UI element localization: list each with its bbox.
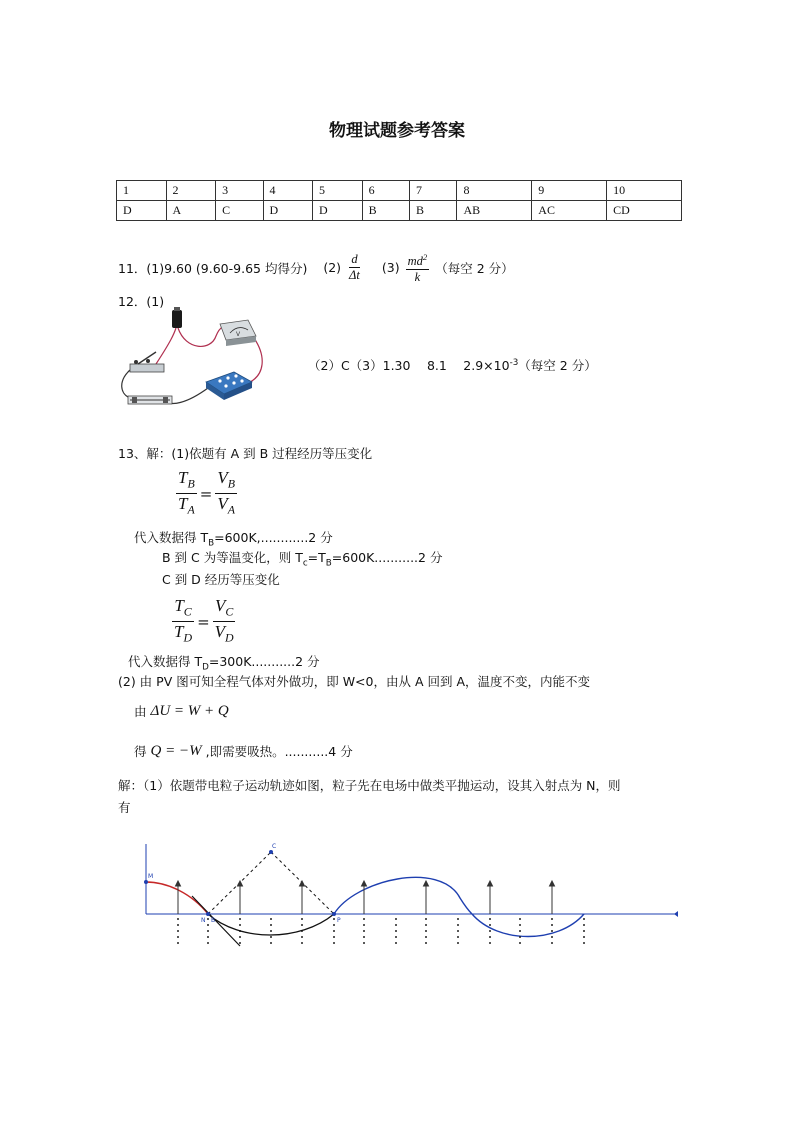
answer-letter-cell: A xyxy=(166,201,216,221)
q13-eq1-left-num xyxy=(176,468,197,494)
q13-part-2: (2) 由 PV 图可知全程气体对外做功，即 W<0，由从 A 回到 A，温度不变，内能不变 xyxy=(118,674,590,689)
q13-line2-sub1: c xyxy=(302,558,308,569)
q11-frac2-denominator: Δt xyxy=(349,268,360,283)
switch-icon xyxy=(130,352,164,372)
answer-number-row xyxy=(117,181,682,201)
q11-frac2-numerator: d xyxy=(351,252,358,267)
wire xyxy=(122,370,130,398)
q12-answer-suffix: （每空 2 分） xyxy=(518,358,597,373)
q12-answer-text: （2）C（3）1.30 8.1 2.9×10 xyxy=(308,358,510,373)
q11-fraction-2 xyxy=(347,252,362,283)
label-b: B xyxy=(211,917,216,924)
q13-line1-sub: B xyxy=(208,538,215,549)
answer-number-cell: 3 xyxy=(216,181,263,201)
answer-number-cell: 7 xyxy=(410,181,457,201)
field-lines xyxy=(176,881,555,914)
point-n xyxy=(206,912,210,916)
q13-eq1-bl-sub: A xyxy=(187,502,195,517)
answer-letter-cell: C xyxy=(216,201,263,221)
q13-line1-b: =600K,............2 分 xyxy=(214,530,333,545)
answer-number-cell: 2 xyxy=(166,181,216,201)
q13-eq1-tr-sub: B xyxy=(227,476,235,491)
q13-result-suffix: ,即需要吸热。...........4 分 xyxy=(205,744,353,759)
q13-eq2-left-num xyxy=(172,596,193,622)
q12-label: 12．(1) xyxy=(118,294,165,309)
blue-arc-lower xyxy=(472,914,584,937)
q13-eq2-right xyxy=(213,596,236,648)
blue-arc-upper xyxy=(334,877,472,914)
q13-eq2-bl-sub: D xyxy=(183,630,193,645)
answer-letter-row xyxy=(117,201,682,221)
q13-eq2-bl: T xyxy=(174,622,184,642)
trajectory-diagram xyxy=(140,838,680,950)
voltmeter-icon xyxy=(220,320,256,346)
q11-frac3-num-exp: 2 xyxy=(422,252,428,262)
answer-number-cell: 4 xyxy=(263,181,313,201)
equals-sign: = xyxy=(197,612,210,631)
answer-letter-cell: AB xyxy=(457,201,532,221)
q13-line2-b: =600K...........2 分 xyxy=(331,550,443,565)
q13-eq2-br: V xyxy=(214,622,226,642)
q11-frac3-num-text: md xyxy=(407,254,423,269)
q13-eq1-br-sub: A xyxy=(227,502,235,517)
q13-eq1-tr: V xyxy=(217,468,228,487)
q13-eq1-br: V xyxy=(217,494,228,514)
answer-number-cell: 8 xyxy=(457,181,532,201)
answer-table xyxy=(116,180,682,221)
resistance-box-icon xyxy=(206,372,252,400)
answer-letter-cell: D xyxy=(313,201,363,221)
answer-letter-cell: AC xyxy=(532,201,607,221)
q13-line1-a: 代入数据得 T xyxy=(134,530,209,545)
equals-sign: = xyxy=(199,484,213,503)
q13-eq1-right xyxy=(215,468,237,520)
point-c xyxy=(269,850,273,854)
q13-line2-a: B 到 C 为等温变化，则 T xyxy=(162,550,303,565)
q13-line2-mid: =T xyxy=(307,550,326,565)
battery-terminal xyxy=(174,307,180,311)
answer-letter-cell: CD xyxy=(607,201,682,221)
resistance-wire-board-icon xyxy=(128,396,172,404)
q13-line-4 xyxy=(128,652,320,673)
q13-eq1-bl: T xyxy=(178,494,188,514)
q13-result-prefix: 得 xyxy=(134,744,147,759)
q13-intro: 13、解：(1)依题有 A 到 B 过程经历等压变化 xyxy=(118,446,373,461)
label-n: N xyxy=(201,917,206,924)
q13-equation-1 xyxy=(176,468,237,520)
q13-line-3: C 到 D 经历等压变化 xyxy=(162,572,280,587)
q13-eq1-tl: T xyxy=(178,468,188,487)
label-m: M xyxy=(148,873,154,880)
q11-suffix: （每空 2 分） xyxy=(435,260,514,276)
q13-result-line xyxy=(134,742,353,760)
page-title: 物理试题参考答案 xyxy=(329,121,465,141)
dotted-lines xyxy=(178,918,584,948)
answer-number-cell: 9 xyxy=(532,181,607,201)
point-p xyxy=(332,912,336,916)
answer-number-cell: 10 xyxy=(607,181,682,201)
q11-prefix: 11．(1)9.60 (9.60-9.65 均得分) xyxy=(118,260,308,276)
tangent-line xyxy=(192,896,240,946)
wire xyxy=(156,328,176,364)
q12-answer-exp: -3 xyxy=(509,357,519,368)
q13-eq2-tl-sub: C xyxy=(183,604,192,619)
q13-line2-sub2: B xyxy=(325,558,332,569)
q11-frac3-numerator xyxy=(406,250,430,270)
answer-number-cell: 1 xyxy=(117,181,167,201)
wire xyxy=(246,338,262,384)
q11-part3-label: (3) xyxy=(381,260,400,276)
q13-eq2-tr: V xyxy=(214,596,226,615)
label-c: C xyxy=(272,843,277,850)
point-m xyxy=(144,880,148,884)
q13-eq1-right-num xyxy=(215,468,237,494)
q11-part2-label: (2) xyxy=(323,260,342,276)
battery-icon xyxy=(172,310,182,328)
wire xyxy=(178,326,228,346)
q12-answer xyxy=(308,356,597,374)
q13-law-line xyxy=(134,702,229,720)
parabola-path xyxy=(146,882,208,914)
q13-line-1 xyxy=(134,528,333,549)
q13-line4-b: =300K...........2 分 xyxy=(208,654,320,669)
q13-eq2-right-den xyxy=(213,622,236,647)
q13-eq2-right-num xyxy=(213,596,235,622)
first-law-equation: ΔU = W + Q xyxy=(150,702,229,719)
answer-number-cell: 6 xyxy=(362,181,409,201)
q14-line-1: 解：（1）依题带电粒子运动轨迹如图，粒子先在电场中做类平抛运动，设其入射点为 N，则 xyxy=(118,778,621,793)
q13-eq1-tl-sub: B xyxy=(187,476,195,491)
q13-equation-2 xyxy=(172,596,236,648)
q13-line-2 xyxy=(162,548,442,569)
answer-letter-cell: D xyxy=(117,201,167,221)
q13-eq2-tr-sub: C xyxy=(225,604,234,619)
q11-fraction-3 xyxy=(406,250,430,285)
q13-eq1-left xyxy=(176,468,197,520)
label-p: P xyxy=(337,917,341,924)
answer-letter-cell: B xyxy=(362,201,409,221)
answer-letter-cell: D xyxy=(263,201,313,221)
q13-law-prefix: 由 xyxy=(134,704,147,719)
answer-letter-cell: B xyxy=(410,201,457,221)
circuit-diagram xyxy=(116,306,276,416)
q13-line4-sub: D xyxy=(202,662,209,673)
x-axis-arrow xyxy=(674,911,678,917)
q13-eq1-right-den xyxy=(215,494,237,519)
q13-eq2-br-sub: D xyxy=(225,630,234,645)
q13-eq2-left xyxy=(172,596,194,648)
q13-eq2-left-den xyxy=(172,622,194,647)
q13-eq1-left-den xyxy=(176,494,197,519)
q13-eq2-tl: T xyxy=(174,596,184,615)
q11-frac3-denominator: k xyxy=(414,270,421,285)
q14-line-2: 有 xyxy=(118,800,131,815)
q11-line xyxy=(118,250,514,285)
answer-number-cell: 5 xyxy=(313,181,363,201)
voltmeter-label: V xyxy=(236,331,241,338)
q13-result-equation: Q = −W xyxy=(150,742,202,759)
q13-line4-a: 代入数据得 T xyxy=(128,654,203,669)
